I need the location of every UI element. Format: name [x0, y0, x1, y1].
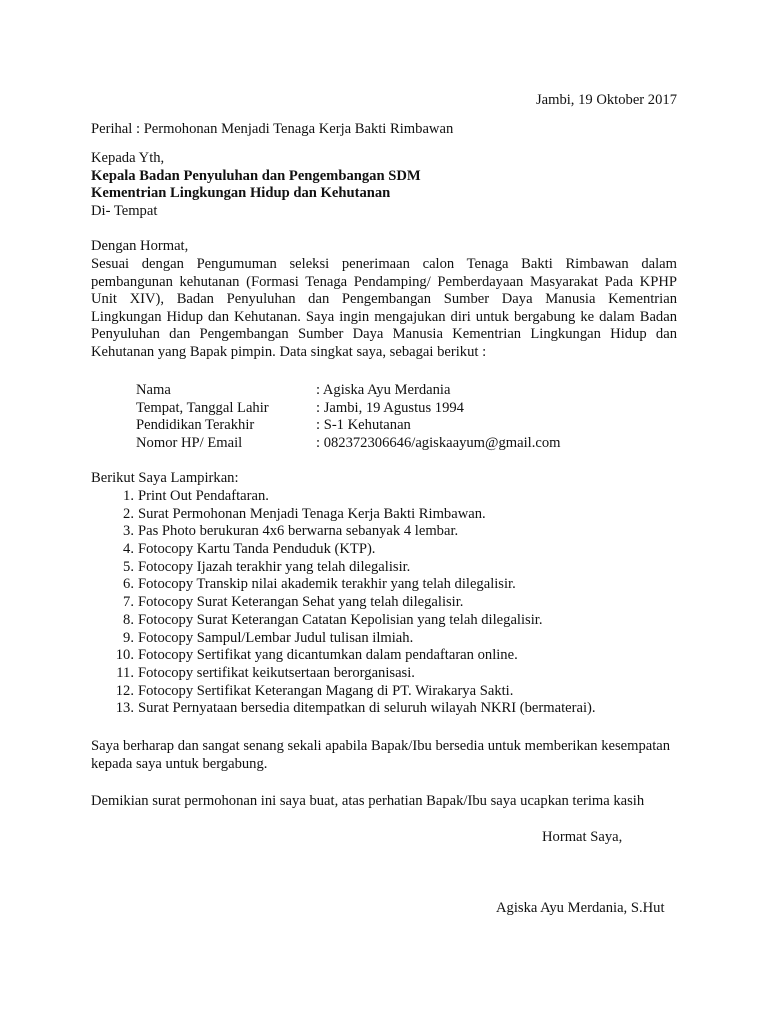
recipient-line-1: Kepala Badan Penyuluhan dan Pengembangan SDM — [91, 167, 421, 184]
info-label: Pendidikan Terakhir — [136, 417, 255, 434]
recipient-greeting: Kepada Yth, — [91, 150, 165, 166]
list-text: Fotocopy Sertifikat yang dicantumkan dalam pendaftaran online. — [138, 647, 518, 664]
list-text: Fotocopy Surat Keterangan Catatan Kepolisian yang telah dilegalisir. — [138, 611, 543, 628]
list-item — [91, 683, 651, 701]
list-text: Fotocopy Sampul/Lembar Judul tulisan ilmiah. — [138, 629, 414, 646]
letter-date: Jambi, 19 Oktober 2017 — [535, 92, 677, 108]
body-line: Sesuai dengan Pengumuman seleksi penerimaan calon Tenaga Bakti Rimbawan dalam — [91, 256, 677, 272]
list-text: Fotocopy Transkip nilai akademik terakhir yang telah dilegalisir. — [138, 576, 516, 593]
info-value: : 082372306646/agiskaayum@gmail.com — [316, 434, 561, 451]
list-text: Fotocopy Kartu Tanda Penduduk (KTP). — [138, 541, 376, 558]
list-number: 3. — [123, 523, 134, 540]
list-text: Fotocopy Ijazah terakhir yang telah dilegalisir. — [138, 558, 411, 575]
attachments-title: Berikut Saya Lampirkan: — [91, 470, 239, 486]
list-number: 13. — [115, 700, 134, 717]
list-text: Surat Permohonan Menjadi Tenaga Kerja Bakti Rimbawan. — [138, 505, 486, 522]
info-value: : Agiska Ayu Merdania — [316, 382, 451, 398]
info-row-name — [136, 382, 636, 400]
closing-line: Saya berharap dan sangat senang sekali apabila Bapak/Ibu bersedia untuk memberikan kesempatan — [91, 738, 671, 754]
list-text: Fotocopy Sertifikat Keterangan Magang di PT. Wirakarya Sakti. — [138, 682, 514, 699]
info-label: Nama — [136, 382, 171, 398]
list-number: 6. — [123, 576, 134, 593]
list-text: Pas Photo berukuran 4x6 berwarna sebanyak 4 lembar. — [138, 523, 459, 540]
recipient-line-2: Kementrian Lingkungan Hidup dan Kehutanan — [91, 185, 391, 201]
body-line: Lingkungan Hidup dan Kehutanan. Saya ingin mengajukan diri untuk bergabung ke dalam Badan — [91, 308, 677, 325]
list-item — [91, 612, 651, 630]
list-number: 11. — [116, 664, 134, 681]
list-text: Fotocopy sertifikat keikutsertaan berorganisasi. — [138, 664, 415, 681]
applicant-info — [136, 382, 636, 452]
list-item — [91, 594, 651, 612]
list-item — [91, 576, 651, 594]
body-paragraph — [91, 256, 677, 361]
info-value: : Jambi, 19 Agustus 1994 — [316, 399, 464, 416]
letter-subject: Perihal : Permohonan Menjadi Tenaga Kerja Bakti Rimbawan — [91, 121, 454, 137]
list-number: 8. — [123, 611, 134, 628]
list-text: Fotocopy Surat Keterangan Sehat yang telah dilegalisir. — [138, 594, 464, 611]
list-item — [91, 630, 651, 648]
closing-remark: Demikian surat permohonan ini saya buat, atas perhatian Bapak/Ibu saya ucapkan terima kasih — [91, 793, 645, 809]
list-item — [91, 506, 651, 524]
body-line: pembangunan kehutanan (Formasi Tenaga Pendamping/ Pemberdayaan Masyarakat Pada KPHP — [91, 273, 677, 290]
opening-greeting: Dengan Hormat, — [91, 238, 189, 254]
list-number: 12. — [115, 682, 134, 699]
list-item — [91, 559, 651, 577]
list-item — [91, 488, 651, 506]
info-label: Tempat, Tanggal Lahir — [136, 399, 269, 416]
list-item — [91, 700, 651, 718]
list-item — [91, 523, 651, 541]
list-number: 7. — [123, 594, 134, 611]
info-row-birth — [136, 400, 636, 418]
list-number: 10. — [115, 647, 134, 664]
info-label: Nomor HP/ Email — [136, 434, 243, 451]
list-item — [91, 647, 651, 665]
salutation: Hormat Saya, — [542, 829, 623, 845]
body-line: Penyuluhan dan Pengembangan Sumber Daya Manusia Kementrian Lingkungan Hidup dan — [91, 326, 677, 342]
recipient-place: Di- Tempat — [91, 202, 158, 219]
list-item — [91, 541, 651, 559]
body-line: Kehutanan yang Bapak pimpin. Data singkat saya, sebagai berikut : — [91, 343, 487, 360]
attachments-list — [91, 488, 651, 718]
body-line: Unit XIV), Badan Penyuluhan dan Pengembangan Sumber Daya Manusia Kementrian — [91, 291, 677, 307]
closing-line: kepada saya untuk bergabung. — [91, 755, 268, 772]
list-number: 2. — [123, 505, 134, 522]
list-item — [91, 665, 651, 683]
list-number: 9. — [123, 629, 134, 646]
list-text: Surat Pernyataan bersedia ditempatkan di seluruh wilayah NKRI (bermaterai). — [138, 700, 596, 717]
list-text: Print Out Pendaftaran. — [138, 488, 269, 504]
closing-paragraph — [91, 738, 670, 773]
recipient-block — [91, 150, 421, 220]
list-number: 4. — [123, 541, 134, 558]
info-value: : S-1 Kehutanan — [316, 417, 411, 434]
signer-name: Agiska Ayu Merdania, S.Hut — [496, 900, 665, 916]
info-row-education — [136, 417, 636, 435]
list-number: 1. — [123, 488, 134, 504]
info-row-contact — [136, 435, 636, 453]
list-number: 5. — [123, 558, 134, 575]
